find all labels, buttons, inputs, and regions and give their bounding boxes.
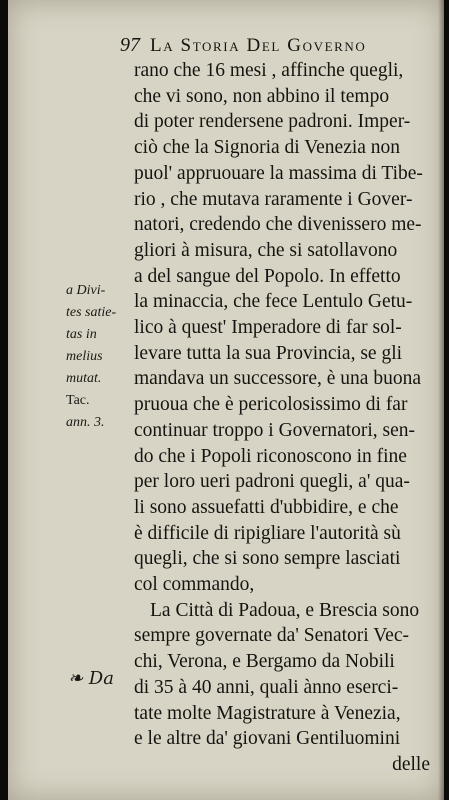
text-line: è difficile di ripigliare l'autorità sù xyxy=(134,522,401,544)
page-header xyxy=(120,34,440,57)
margin-note xyxy=(66,280,134,434)
text-line: rio , che mutava raramente i Gover- xyxy=(134,188,413,210)
text-line: li sono assuefatti d'ubbidire, e che xyxy=(134,496,399,518)
text-line: col commando, xyxy=(134,574,255,596)
text-line: chi, Verona, e Bergamo da Nobili xyxy=(134,651,395,673)
margin-note-line: tas in xyxy=(66,327,97,342)
text-line: tate molte Magistrature à Venezia, xyxy=(134,702,401,724)
text-line: sempre governate da' Senatori Vec- xyxy=(134,625,409,647)
text-line: quegli, che si sono sempre lasciati xyxy=(134,548,401,570)
margin-note-line: Tac. xyxy=(66,393,90,408)
text-line: a del sangue del Popolo. In effetto xyxy=(134,265,401,287)
text-line: rano che 16 mesi , affinche quegli, xyxy=(134,60,404,81)
text-line: la minaccia, che fece Lentulo Getu- xyxy=(134,291,413,313)
text-line: natori, credendo che divenissero me- xyxy=(134,214,422,236)
text-line: pruoua che è pericolosissimo di far xyxy=(134,394,408,416)
page-number: 97 xyxy=(120,34,140,56)
text-line: per loro ueri padroni quegli, a' qua- xyxy=(134,471,410,493)
text-line: levare tutta la sua Provincia, se gli xyxy=(134,342,403,364)
catchword: delle xyxy=(392,753,430,775)
margin-note-line: ann. 3. xyxy=(66,415,105,430)
text-line: lico à quest' Imperadore di far sol- xyxy=(134,317,402,339)
margin-note-line: mutat. xyxy=(66,371,102,386)
text-line: ciò che la Signoria di Venezia non xyxy=(134,137,401,159)
book-page xyxy=(8,0,444,800)
text-line: continuar troppo i Governatori, sen- xyxy=(134,419,416,441)
running-title: La Storia Del Governo xyxy=(150,35,367,56)
paragraph-start-line: La Città di Padoua, e Brescia sono xyxy=(150,599,420,621)
text-line: do che i Popoli riconoscono in fine xyxy=(134,445,407,467)
text-line: e le altre da' giovani Gentiluomini xyxy=(134,728,401,750)
margin-ornament: ❧ Da xyxy=(68,668,114,689)
text-line: di poter rendersene padroni. Imper- xyxy=(134,111,411,133)
text-line: puol' appruouare la massima di Tibe- xyxy=(134,162,423,184)
text-line: che vi sono, non abbino il tempo xyxy=(134,85,390,107)
margin-note-line: melius xyxy=(66,349,103,364)
margin-note-line: tes satie- xyxy=(66,305,117,320)
margin-note-line: a Divi- xyxy=(66,283,106,298)
body-text xyxy=(134,58,449,778)
text-line: mandava un successore, è una buona xyxy=(134,368,421,390)
text-line: di 35 à 40 anni, quali ànno eserci- xyxy=(134,676,399,698)
text-line: gliori à misura, che si satollavono xyxy=(134,239,398,261)
